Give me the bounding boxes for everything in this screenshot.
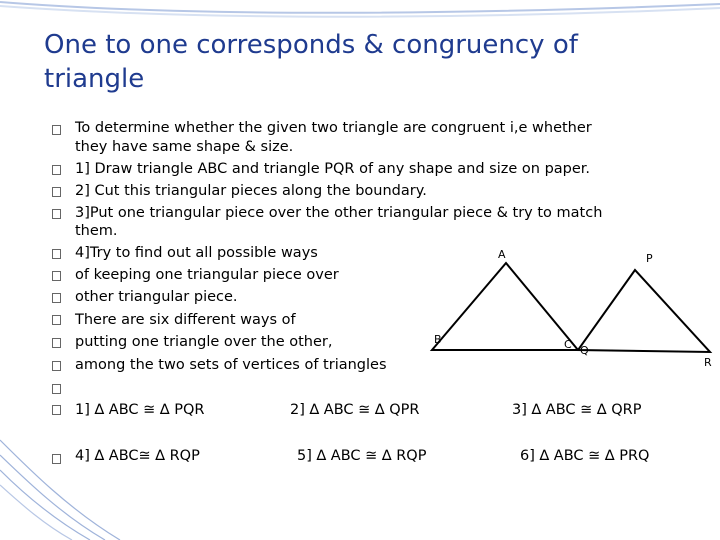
corner-decoration: [0, 400, 140, 540]
triangle-abc: [432, 263, 578, 350]
text-line: There are six different ways of: [75, 312, 296, 328]
congruence-3: 3] ∆ ABC ≅ ∆ QRP: [512, 402, 642, 418]
page-title: One to one corresponds & congruency of triangle: [44, 30, 578, 94]
congruence-5: 5] ∆ ABC ≅ ∆ RQP: [297, 448, 427, 464]
text-line: of keeping one triangular piece over: [75, 267, 339, 283]
bullet-icon: [52, 209, 61, 219]
bullet-icon: [52, 271, 61, 281]
text-line: 3]Put one triangular piece over the other triangular piece & try to match: [75, 205, 603, 221]
bullet-icon: [52, 125, 61, 135]
vertex-label-c: C: [564, 338, 572, 351]
bullet-icon: [52, 361, 61, 371]
congruence-2: 2] ∆ ABC ≅ ∆ QPR: [290, 402, 420, 418]
bullet-icon: [52, 165, 61, 175]
text-line: among the two sets of vertices of triangles: [75, 357, 387, 373]
bullet-icon: [52, 315, 61, 325]
vertex-label-p: P: [646, 252, 653, 265]
bullet-icon: [52, 293, 61, 303]
text-line: other triangular piece.: [75, 289, 238, 305]
text-line: 2] Cut this triangular pieces along the boundary.: [75, 183, 427, 199]
congruence-1: 1] ∆ ABC ≅ ∆ PQR: [75, 402, 205, 418]
vertex-label-b: B: [434, 333, 442, 346]
text-line: To determine whether the given two triangle are congruent i,e whether: [75, 120, 592, 136]
congruence-6: 6] ∆ ABC ≅ ∆ PRQ: [520, 448, 650, 464]
text-line: 1] Draw triangle ABC and triangle PQR of any shape and size on paper.: [75, 161, 591, 177]
text-line: them.: [75, 223, 118, 239]
top-decoration: [0, 0, 720, 30]
vertex-label-r: R: [704, 356, 712, 369]
triangle-pqr: [578, 270, 710, 352]
bullet-icon: [52, 384, 61, 394]
bullet-icon: [52, 187, 61, 197]
vertex-label-a: A: [498, 248, 506, 261]
text-line: putting one triangle over the other,: [75, 334, 333, 350]
congruence-4: 4] ∆ ABC≅ ∆ RQP: [75, 448, 200, 464]
text-line: they have same shape & size.: [75, 139, 294, 155]
bullet-icon: [52, 249, 61, 259]
text-line: 4]Try to find out all possible ways: [75, 245, 318, 261]
bullet-icon: [52, 338, 61, 348]
bullet-icon: [52, 405, 61, 415]
bullet-icon: [52, 454, 61, 464]
vertex-label-q: Q: [580, 344, 589, 357]
